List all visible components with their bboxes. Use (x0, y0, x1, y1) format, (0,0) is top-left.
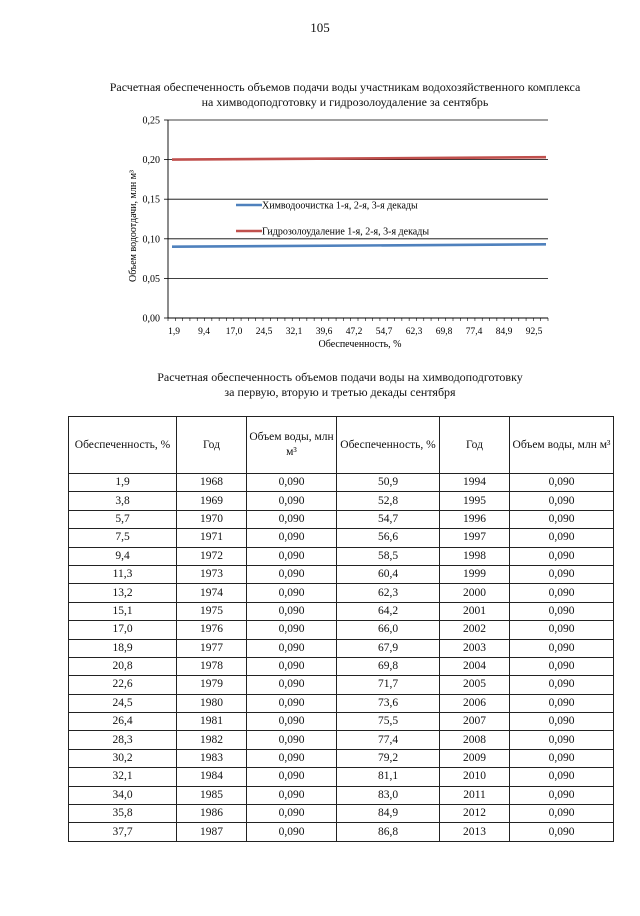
cell-year: 1983 (177, 749, 247, 767)
table-row (69, 657, 614, 675)
line-chart (0, 110, 640, 360)
cell-year: 2004 (440, 657, 510, 675)
cell-provision: 13,2 (69, 584, 177, 602)
chart-y-tick-labels (143, 116, 161, 325)
table-title (60, 370, 620, 400)
cell-year: 1973 (177, 565, 247, 583)
cell-volume: 0,090 (247, 805, 337, 823)
table-row (69, 510, 614, 528)
cell-year: 2008 (440, 731, 510, 749)
table-row (69, 749, 614, 767)
table-title-line-1: Расчетная обеспеченность объемов подачи воды на химводоподготовку (157, 370, 523, 384)
cell-volume: 0,090 (510, 492, 614, 510)
chart-x-tick-label: 17,0 (225, 327, 243, 337)
cell-provision: 18,9 (69, 639, 177, 657)
cell-volume: 0,090 (510, 510, 614, 528)
cell-provision: 79,2 (337, 749, 440, 767)
cell-provision: 17,0 (69, 621, 177, 639)
cell-provision: 58,5 (337, 547, 440, 565)
cell-provision: 56,6 (337, 529, 440, 547)
table-row (69, 805, 614, 823)
legend-label-2: Гидрозолоудаление 1-я, 2-я, 3-я декады (262, 226, 430, 238)
cell-provision: 50,9 (337, 474, 440, 492)
cell-provision: 60,4 (337, 565, 440, 583)
cell-year: 1971 (177, 529, 247, 547)
cell-volume: 0,090 (247, 492, 337, 510)
cell-provision: 22,6 (69, 676, 177, 694)
chart-x-tick-label: 39,6 (315, 327, 333, 337)
cell-volume: 0,090 (510, 768, 614, 786)
chart-y-tick-label: 0,00 (142, 313, 160, 325)
cell-year: 1968 (177, 474, 247, 492)
table-title-line-2: за первую, вторую и третью декады сентября (224, 385, 456, 399)
header-volume-1: Объем воды, млн м³ (247, 417, 337, 474)
cell-provision: 81,1 (337, 768, 440, 786)
header-provision-1: Обеспеченность, % (69, 417, 177, 474)
cell-volume: 0,090 (247, 749, 337, 767)
cell-provision: 7,5 (69, 529, 177, 547)
cell-volume: 0,090 (510, 786, 614, 804)
cell-provision: 62,3 (337, 584, 440, 602)
cell-provision: 30,2 (69, 749, 177, 767)
cell-year: 1972 (177, 547, 247, 565)
cell-volume: 0,090 (247, 657, 337, 675)
cell-year: 2001 (440, 602, 510, 620)
cell-provision: 24,5 (69, 694, 177, 712)
cell-year: 2003 (440, 639, 510, 657)
cell-volume: 0,090 (510, 731, 614, 749)
table-row (69, 713, 614, 731)
cell-provision: 73,6 (337, 694, 440, 712)
cell-year: 1980 (177, 694, 247, 712)
chart-y-tick-label: 0,10 (142, 234, 160, 246)
cell-year: 2002 (440, 621, 510, 639)
header-year-2: Год (440, 417, 510, 474)
table-row (69, 639, 614, 657)
cell-volume: 0,090 (510, 584, 614, 602)
cell-provision: 20,8 (69, 657, 177, 675)
cell-provision: 26,4 (69, 713, 177, 731)
chart-x-tick-label: 77,4 (465, 327, 483, 337)
cell-year: 1997 (440, 529, 510, 547)
cell-year: 1998 (440, 547, 510, 565)
table-row (69, 694, 614, 712)
cell-year: 1978 (177, 657, 247, 675)
cell-provision: 37,7 (69, 823, 177, 841)
cell-provision: 75,5 (337, 713, 440, 731)
cell-volume: 0,090 (247, 713, 337, 731)
cell-year: 1984 (177, 768, 247, 786)
header-volume-2: Объем воды, млн м³ (510, 417, 614, 474)
table-row (69, 529, 614, 547)
chart-x-tick-label: 69,8 (435, 327, 453, 337)
cell-volume: 0,090 (510, 565, 614, 583)
cell-provision: 1,9 (69, 474, 177, 492)
table-row (69, 731, 614, 749)
cell-year: 1985 (177, 786, 247, 804)
chart-title (60, 80, 630, 110)
cell-volume: 0,090 (247, 584, 337, 602)
table-row (69, 676, 614, 694)
cell-volume: 0,090 (247, 676, 337, 694)
chart-title-line-2: на химводоподготовку и гидрозолоудаление за сентябрь (201, 95, 489, 109)
cell-provision: 83,0 (337, 786, 440, 804)
cell-volume: 0,090 (510, 805, 614, 823)
cell-volume: 0,090 (247, 602, 337, 620)
cell-year: 1970 (177, 510, 247, 528)
chart-x-tick-label: 1,9 (168, 327, 180, 337)
cell-year: 2010 (440, 768, 510, 786)
table-row (69, 584, 614, 602)
cell-year: 1999 (440, 565, 510, 583)
table-body (69, 474, 614, 842)
cell-year: 1979 (177, 676, 247, 694)
cell-year: 2007 (440, 713, 510, 731)
cell-volume: 0,090 (247, 621, 337, 639)
cell-volume: 0,090 (247, 547, 337, 565)
table-row (69, 602, 614, 620)
chart-y-tick-label: 0,25 (142, 115, 160, 127)
cell-provision: 28,3 (69, 731, 177, 749)
cell-volume: 0,090 (510, 694, 614, 712)
cell-year: 2005 (440, 676, 510, 694)
cell-volume: 0,090 (510, 657, 614, 675)
cell-provision: 9,4 (69, 547, 177, 565)
cell-year: 2006 (440, 694, 510, 712)
table-header-row (69, 417, 614, 474)
cell-volume: 0,090 (247, 529, 337, 547)
table-row (69, 768, 614, 786)
chart-y-tick-label: 0,20 (142, 155, 160, 167)
chart-y-tick-label: 0,15 (142, 194, 160, 206)
cell-provision: 32,1 (69, 768, 177, 786)
cell-provision: 69,8 (337, 657, 440, 675)
cell-provision: 15,1 (69, 602, 177, 620)
cell-volume: 0,090 (247, 823, 337, 841)
cell-year: 2000 (440, 584, 510, 602)
provision-table (68, 416, 614, 842)
cell-volume: 0,090 (247, 510, 337, 528)
cell-volume: 0,090 (510, 823, 614, 841)
cell-volume: 0,090 (510, 639, 614, 657)
cell-year: 1975 (177, 602, 247, 620)
cell-provision: 66,0 (337, 621, 440, 639)
cell-year: 2009 (440, 749, 510, 767)
cell-volume: 0,090 (510, 713, 614, 731)
cell-volume: 0,090 (510, 621, 614, 639)
cell-year: 2013 (440, 823, 510, 841)
cell-provision: 77,4 (337, 731, 440, 749)
cell-volume: 0,090 (247, 565, 337, 583)
cell-year: 1994 (440, 474, 510, 492)
cell-provision: 3,8 (69, 492, 177, 510)
cell-volume: 0,090 (247, 694, 337, 712)
chart-x-tick-label: 54,7 (375, 327, 393, 337)
chart-gridlines (168, 120, 548, 278)
cell-volume: 0,090 (510, 749, 614, 767)
cell-volume: 0,090 (510, 676, 614, 694)
chart-x-tick-label: 84,9 (495, 327, 513, 337)
cell-volume: 0,090 (510, 602, 614, 620)
cell-volume: 0,090 (510, 547, 614, 565)
cell-provision: 71,7 (337, 676, 440, 694)
header-provision-2: Обеспеченность, % (337, 417, 440, 474)
cell-year: 1976 (177, 621, 247, 639)
cell-volume: 0,090 (247, 731, 337, 749)
cell-year: 1977 (177, 639, 247, 657)
chart-x-axis-label: Обеспеченность, % (318, 339, 402, 350)
cell-year: 1996 (440, 510, 510, 528)
chart-series-line-1 (172, 244, 546, 246)
chart-x-tick-label: 32,1 (285, 327, 303, 337)
chart-title-line-1: Расчетная обеспеченность объемов подачи воды участникам водохозяйственного комплекса (109, 80, 581, 94)
cell-provision: 52,8 (337, 492, 440, 510)
cell-volume: 0,090 (510, 529, 614, 547)
chart-x-tick-label: 47,2 (345, 327, 363, 337)
chart-x-tick-label: 9,4 (198, 327, 210, 337)
cell-year: 1982 (177, 731, 247, 749)
chart-y-tick-label: 0,05 (142, 273, 160, 285)
chart-x-tick-labels (168, 327, 543, 337)
cell-year: 1986 (177, 805, 247, 823)
chart-x-tick-label: 24,5 (255, 327, 273, 337)
cell-volume: 0,090 (510, 474, 614, 492)
cell-provision: 64,2 (337, 602, 440, 620)
cell-volume: 0,090 (247, 786, 337, 804)
table-row (69, 474, 614, 492)
cell-year: 1981 (177, 713, 247, 731)
cell-year: 2011 (440, 786, 510, 804)
cell-provision: 34,0 (69, 786, 177, 804)
cell-provision: 11,3 (69, 565, 177, 583)
cell-year: 1987 (177, 823, 247, 841)
chart-x-tick-label: 92,5 (525, 327, 543, 337)
header-year-1: Год (177, 417, 247, 474)
table-row (69, 786, 614, 804)
chart-legend (236, 201, 429, 238)
cell-provision: 5,7 (69, 510, 177, 528)
page-number: 105 (310, 20, 330, 35)
chart-y-axis-label: Объем водоотдачи, млн м³ (128, 169, 139, 283)
legend-label-1: Химводоочистка 1-я, 2-я, 3-я декады (262, 200, 418, 212)
cell-volume: 0,090 (247, 474, 337, 492)
cell-year: 1974 (177, 584, 247, 602)
cell-provision: 67,9 (337, 639, 440, 657)
table-row (69, 492, 614, 510)
cell-provision: 35,8 (69, 805, 177, 823)
cell-volume: 0,090 (247, 639, 337, 657)
cell-year: 2012 (440, 805, 510, 823)
cell-year: 1995 (440, 492, 510, 510)
table-row (69, 547, 614, 565)
table-row (69, 823, 614, 841)
cell-year: 1969 (177, 492, 247, 510)
table-row (69, 565, 614, 583)
chart-x-tick-label: 62,3 (405, 327, 423, 337)
table-row (69, 621, 614, 639)
cell-provision: 86,8 (337, 823, 440, 841)
chart-axes (164, 120, 548, 321)
cell-volume: 0,090 (247, 768, 337, 786)
cell-provision: 84,9 (337, 805, 440, 823)
cell-provision: 54,7 (337, 510, 440, 528)
